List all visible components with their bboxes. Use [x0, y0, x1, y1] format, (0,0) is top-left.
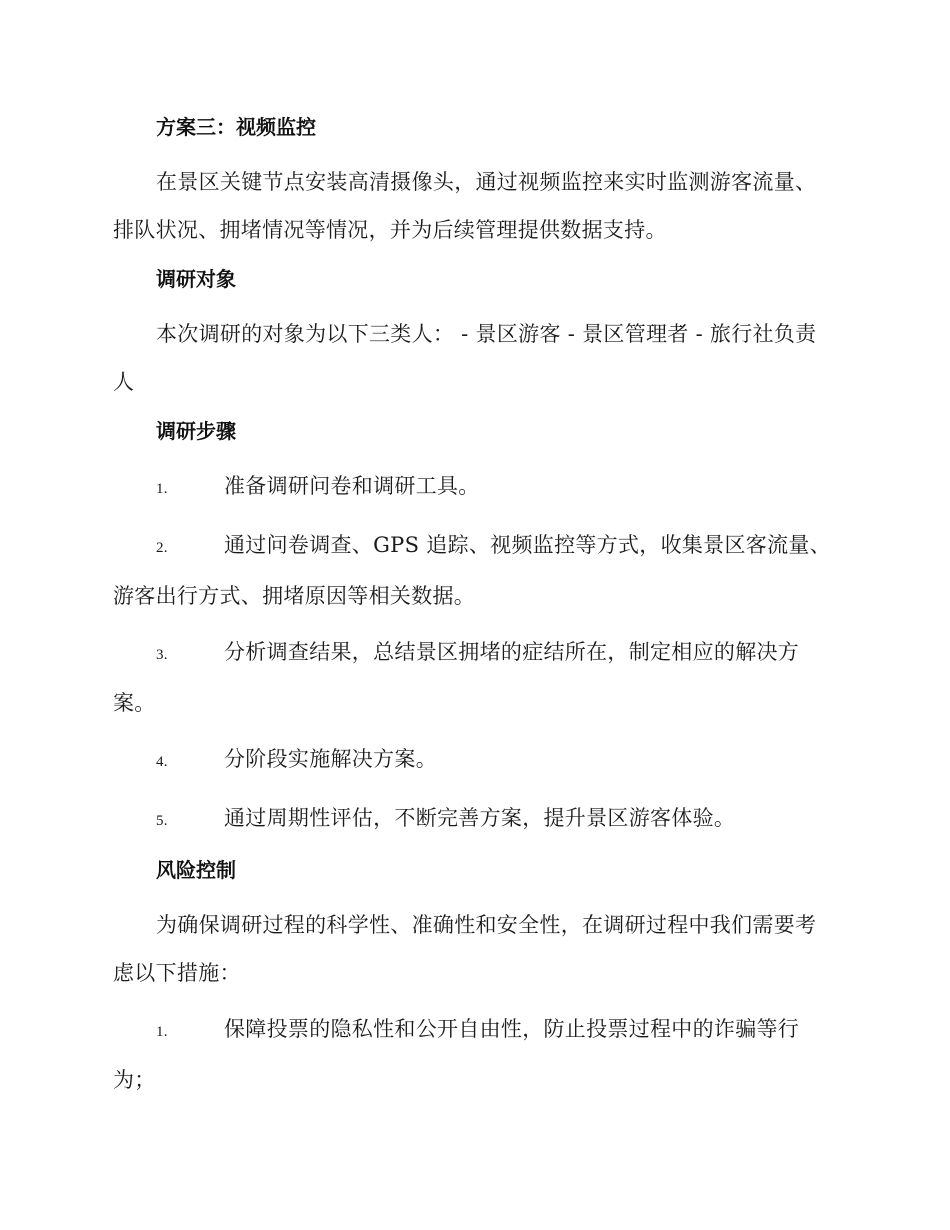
- section-paragraph: 为确保调研过程的科学性、准确性和安全性，在调研过程中我们需要考虑以下措施：: [113, 913, 817, 985]
- section-video-monitoring: [113, 110, 832, 254]
- measures-list: [113, 1005, 832, 1104]
- list-item-text: 保障投票的隐私性和公开自由性，防止投票过程中的诈骗等行为；: [113, 1017, 800, 1092]
- list-item-text: 通过周期性评估，不断完善方案，提升景区游客体验。: [224, 806, 736, 830]
- section-paragraph: 本次调研的对象为以下三类人： - 景区游客 - 景区管理者 - 旅行社负责人: [113, 322, 817, 394]
- section-paragraph: 在景区关键节点安装高清摄像头，通过视频监控来实时监测游客流量、排队状况、拥堵情况等情况，并为后续管理提供数据支持。: [113, 170, 817, 242]
- section-heading: 方案三：视频监控: [156, 115, 316, 139]
- list-item: [113, 794, 832, 845]
- list-item: [113, 1005, 832, 1104]
- section-risk-control: [113, 853, 832, 1104]
- list-item-number: 1.: [156, 481, 168, 497]
- list-item-number: 1.: [156, 1024, 168, 1040]
- list-item-number: 4.: [156, 754, 168, 770]
- section-heading: 调研对象: [156, 267, 236, 291]
- list-item: [113, 462, 832, 513]
- list-item-number: 2.: [156, 540, 168, 556]
- list-item-text: 分析调查结果，总结景区拥堵的症结所在，制定相应的解决方案。: [113, 640, 800, 715]
- steps-list: [113, 462, 832, 845]
- list-item-number: 3.: [156, 647, 168, 663]
- section-research-subjects: [113, 262, 832, 406]
- list-item-text: 准备调研问卷和调研工具。: [224, 474, 480, 498]
- list-item: [113, 735, 832, 786]
- list-item: [113, 521, 832, 620]
- section-heading: 调研步骤: [156, 419, 236, 443]
- section-heading: 风险控制: [156, 858, 236, 882]
- list-item-text: 分阶段实施解决方案。: [224, 747, 437, 771]
- list-item-text: 通过问卷调查、GPS 追踪、视频监控等方式，收集景区客流量、游客出行方式、拥堵原因等相关数据。: [113, 533, 831, 608]
- section-research-steps: [113, 414, 832, 845]
- list-item-number: 5.: [156, 813, 168, 829]
- list-item: [113, 628, 832, 727]
